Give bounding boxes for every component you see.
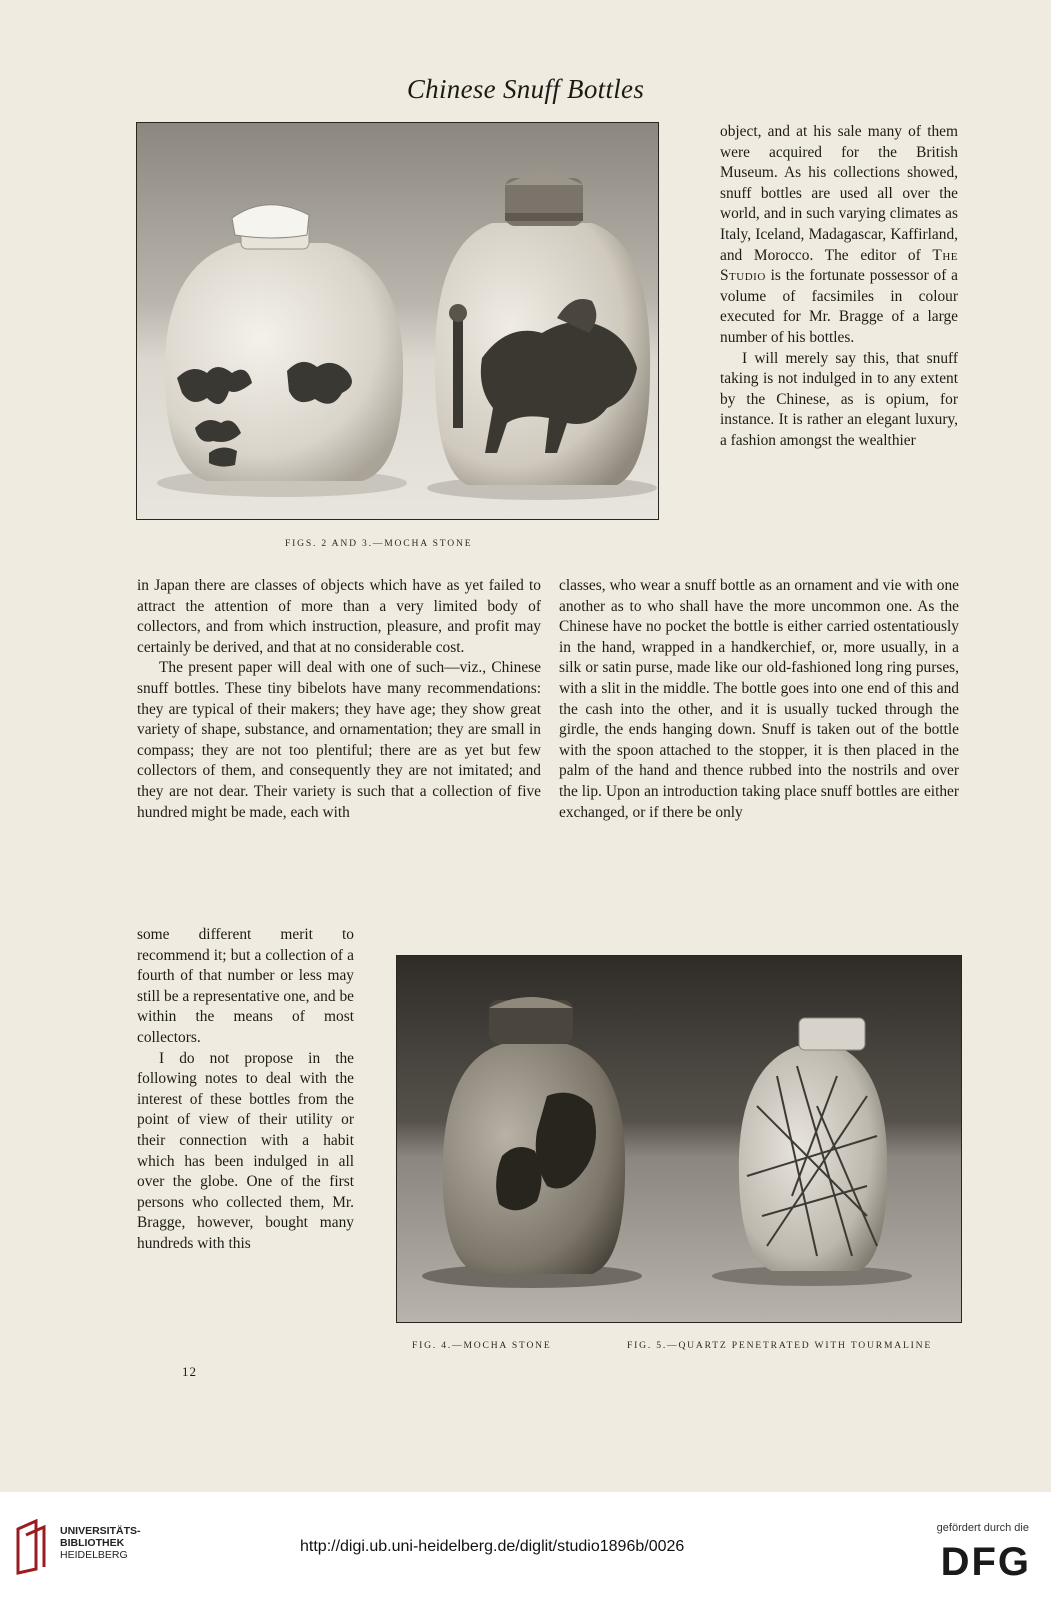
- left-column-narrow: [137, 925, 354, 1255]
- figure-4-5-photo: [396, 955, 962, 1323]
- library-logo-icon: [14, 1519, 52, 1575]
- figure-2-3-photo: [136, 122, 659, 520]
- paragraph-present-paper: The present paper will deal with one of such—viz., Chinese snuff bottles. These tiny bibelots have many recommendations: they are typical of their makers; they have age; they show great variety of shape, substance, and ornamentation; they are small in compass; they are not too plentiful; there are as yet but few collectors of them, and consequently they are not imitated; and they are not dear. Their variety is such that a collection of five hundred might be made, each with: [137, 659, 541, 821]
- library-name: [60, 1525, 141, 1561]
- paragraph-japan-classes: in Japan there are classes of objects which have as yet failed to attract the attention of more than a very limited body of collectors, and from which instruction, pleasure, and profit may certainly be derived, and that at no considerable cost.: [137, 577, 541, 656]
- left-column-middle: [137, 576, 541, 823]
- figure-4-caption: FIG. 4.—MOCHA STONE: [412, 1340, 552, 1351]
- right-column-middle: [559, 576, 959, 823]
- paragraph-snuff-taking: I will merely say this, that snuff taking is not indulged in to any extent by the Chinese, as is opium, for instance. It is rather an elegant luxury, a fashion amongst the wealthier: [720, 349, 958, 449]
- library-name-line2: BIBLIOTHEK: [60, 1537, 125, 1549]
- figure-5-caption: FIG. 5.—QUARTZ PENETRATED WITH TOURMALINE: [627, 1340, 933, 1351]
- snuff-bottles-mocha-stone-image: [137, 123, 658, 519]
- paragraph-wealthier-classes: classes, who wear a snuff bottle as an ornament and vie with one another as to who shall have the more uncommon one. As the Chinese have no pocket the bottle is either carried ostentatiously in the hand, wrapped in a handkerchief, or, more usually, in a silk or satin purse, made like our old-fashioned long ring purses, with a slit in the middle. The bottle goes into one end of this and the cash into the other, and it is usually tucked through the girdle, the ends hanging down. Snuff is taken out of the bottle with the spoon attached to the stopper, it is then placed in the palm of the hand and thence rubbed into the nostrils and over the lip. Upon an introduction taking place snuff bottles are either exchanged, or if there be only: [559, 577, 959, 821]
- source-url[interactable]: http://digi.ub.uni-heidelberg.de/diglit/studio1896b/0026: [300, 1538, 685, 1555]
- journal-name: The Studio: [720, 246, 958, 285]
- paragraph-merit: some different merit to recommend it; but a collection of a fourth of that number or less may still be a representative one, and be within the means of most collectors.: [137, 926, 354, 1046]
- text-run: is the fortunate possessor of a volume of facsimiles in colour executed for Mr. Bragge of a large number of his bottles.: [720, 267, 958, 346]
- figure-2-3-caption: FIGS. 2 AND 3.—MOCHA STONE: [285, 538, 473, 549]
- page-title: Chinese Snuff Bottles: [406, 74, 645, 104]
- paragraph-bragge-collection: [720, 122, 958, 349]
- text-run: object, and at his sale many of them were acquired for the British Museum. As his collections showed, snuff bottles are used all over the world, and in such varying climates as Italy, Iceland, Madagascar, Kaffirland, and Morocco. The editor of: [720, 123, 958, 264]
- sponsor-label: gefördert durch die: [936, 1522, 1029, 1534]
- paragraph-not-propose: I do not propose in the following notes to deal with the interest of these bottles from the point of view of their utility or their connection with a habit which has been indulged in all over the globe. One of the first persons who collected them, Mr. Bragge, however, bought many hundreds with this: [137, 1049, 354, 1252]
- dfg-logo: DFG: [940, 1540, 1031, 1584]
- footer: [0, 1492, 1051, 1598]
- library-name-line1: UNIVERSITÄTS-: [60, 1525, 141, 1537]
- page-number: 12: [182, 1364, 197, 1379]
- snuff-bottles-quartz-image: [397, 956, 961, 1322]
- right-column-top: [720, 122, 958, 452]
- library-name-line3: HEIDELBERG: [60, 1549, 128, 1561]
